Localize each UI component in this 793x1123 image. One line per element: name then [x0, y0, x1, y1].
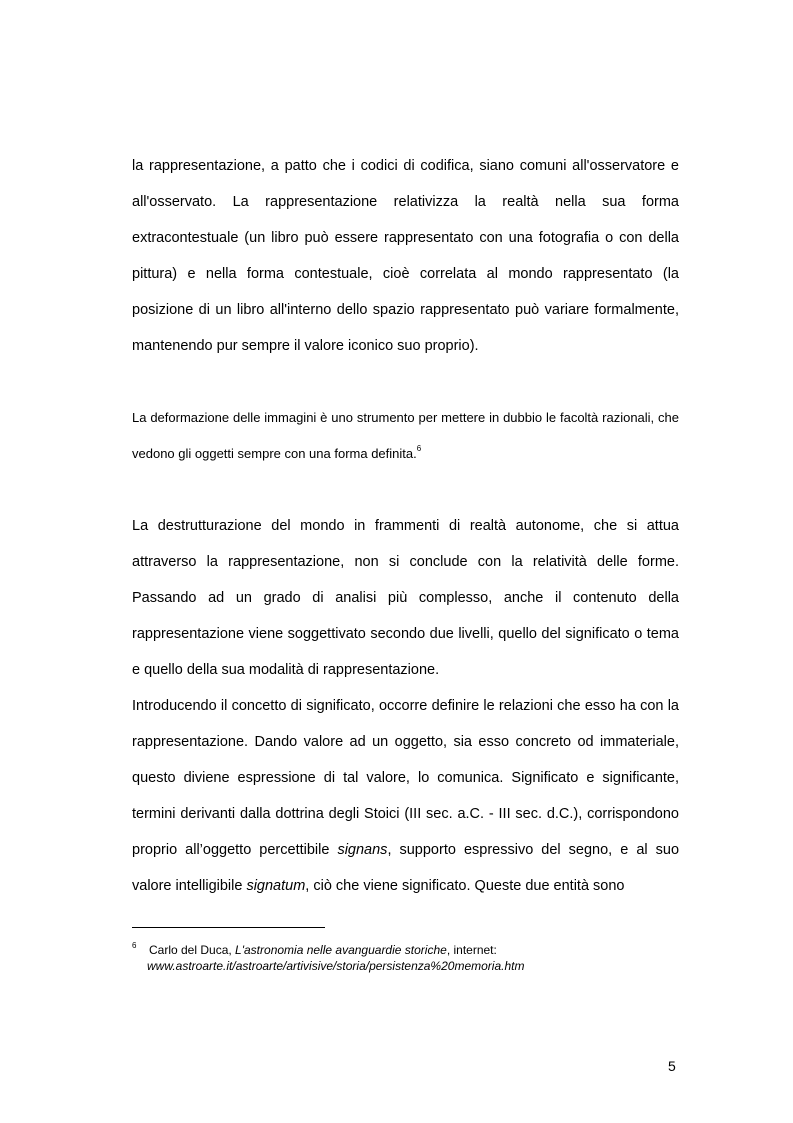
footnote-citation: [132, 942, 692, 958]
body-paragraph-2: [132, 508, 679, 688]
body-paragraph-3: [132, 688, 679, 904]
footnote-title: L'astronomia nelle avanguardie storiche: [235, 943, 447, 957]
footnote-suffix: , internet:: [446, 943, 497, 957]
body-paragraph-1: [132, 148, 679, 364]
quote-paragraph: [132, 400, 679, 472]
footnote-reference[interactable]: 6: [416, 443, 422, 453]
latin-term-signatum: signatum: [246, 878, 306, 894]
paragraph-text-part: , ciò che viene significato. Queste due entità sono: [305, 878, 625, 894]
latin-term-signans: signans: [337, 842, 388, 858]
footnote-separator: [132, 927, 325, 928]
paragraph-text-container: [132, 688, 679, 904]
quote-text: La deformazione delle immagini è uno strumento per mettere in dubbio le facoltà razionali, che vedono gli oggetti sempre con una forma definita.: [132, 410, 679, 461]
paragraph-text-part: Introducendo il concetto di significato, occorre definire le relazioni che esso ha con la rappresentazione. Dando valore ad un oggetto, sia esso concreto od immateriale, questo diviene espressione di tal valore, lo comunica. Significato e significante, termini derivanti dalla dottrina degli Stoici (III sec. a.C. - III sec. d.C.), corrispondono proprio all’oggetto percettibile: [132, 698, 679, 858]
paragraph-text: La destrutturazione del mondo in frammenti di realtà autonome, che si attua attraverso la rappresentazione, non si conclude con la relatività delle forme. Passando ad un grado di analisi più complesso, anche il contenuto della rappresentazione viene soggettivato secondo due livelli, quello del significato o tema e quello della sua modalità di rappresentazione.: [132, 518, 679, 678]
paragraph-text-part: , supporto espressivo del segno, e al suo valore intelligibile: [132, 842, 680, 894]
page-number: 5: [668, 1058, 676, 1074]
footnote-url-link[interactable]: www.astroarte.it/astroarte/artivisive/storia/persistenza%20memoria.htm: [147, 959, 525, 973]
footnote-number: 6: [132, 941, 137, 950]
footnote: [132, 942, 692, 974]
quote-text-container: [132, 400, 679, 472]
footnote-author: Carlo del Duca,: [149, 943, 236, 957]
paragraph-text: la rappresentazione, a patto che i codici di codifica, siano comuni all'osservatore e all'osservato. La rappresentazione relativizza la realtà nella sua forma extracontestuale (un libro può essere rappresentato con una fotografia o con della pittura) e nella forma contestuale, cioè correlata al mondo rappresentato (la posizione di un libro all'interno dello spazio rappresentato può variare formalmente, mantenendo pur sempre il valore iconico suo proprio).: [132, 158, 679, 354]
